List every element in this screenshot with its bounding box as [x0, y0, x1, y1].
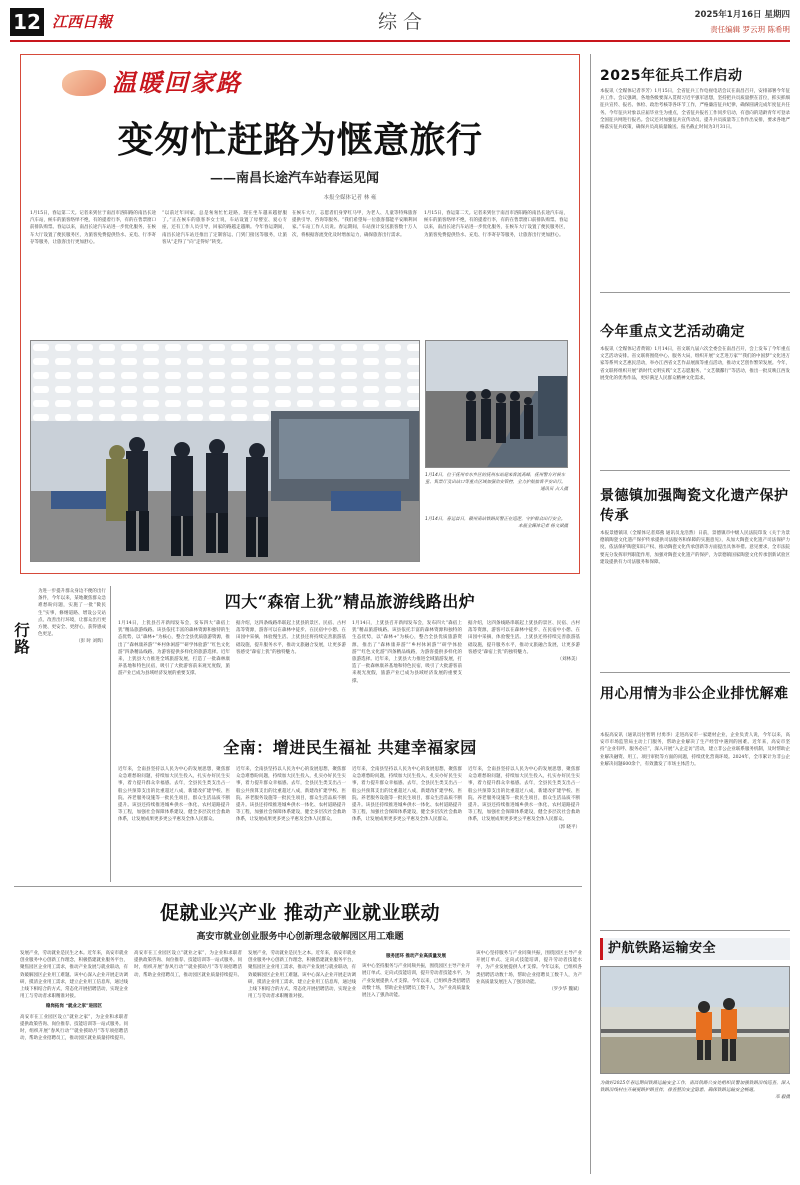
photo1-credit: 通讯员 占人摄 [540, 487, 568, 492]
welfare-story-col4-text: 近年来，全南县坚持以人民为中心的发展思想，聚焦群众急难愁盼问题，持续加大民生投入，扎实办好民生实事，着力提升群众幸福感。去年，全县民生类支出占一般公共预算支出的比重超过八成，新建改扩建学校、医院、养老服务设施等一批民生项目，群众生活品质不断提升。该县还持续推进城乡供水一体化、农村道路提升等工程，加强社会保障体系建设，健全多层次社会救助体系，让发展成果更多更公平惠及全体人民群众。 [468, 767, 580, 823]
paper-name: 江西日報 [52, 13, 113, 31]
left-feature-body [38, 588, 106, 880]
right-rule-4 [600, 930, 790, 931]
right-story-4-title: 用心用情为非公企业排忧解难 [600, 686, 789, 702]
issue-date: 2025年1月16日 星期四 [694, 10, 790, 20]
lead-body-col1: 1月15日，春运第二天。记者来到位于南昌市洛阳路的南昌长途汽车站，候车的旅客络绎不绝，有的提着行李，有的在售票窗口前排队购票。春运以来，南昌长途汽车站进一步优化服务，在候车大厅设置了便民服务区，为旅客免费提供热水、充电、行李寄存等服务，让旅客出行更加舒心。 [30, 211, 156, 245]
photo-platform-patrol [425, 340, 568, 468]
photo-railway-guard [600, 966, 790, 1074]
forest-story-credit: （刘林美） [557, 657, 580, 663]
right-rule-3 [600, 672, 790, 673]
page-number: 12 [10, 8, 44, 36]
forest-story-col4 [468, 620, 580, 730]
railway-caption-text: 为做好2025年春运期间铁路运输安全工作，南昌铁路公安处组织民警加强铁路沿线巡查，深入铁路沿线村庄开展爱路护路宣传，排查整治安全隐患，确保铁路运输安全畅通。 [600, 1081, 790, 1094]
editor-line: 责任编辑 罗云玥 陈希明 [710, 25, 790, 34]
right-story-5-caption [600, 1080, 790, 1176]
right-story-2-title: 今年重点文艺活动确定 [600, 324, 745, 340]
welfare-story-col1: 近年来，全南县坚持以人民为中心的发展思想，聚焦群众急难愁盼问题，持续加大民生投入，扎实办好民生实事，着力提升群众幸福感。去年，全县民生类支出占一般公共预算支出的比重超过八成，新建改扩建学校、医院、养老服务设施等一批民生项目，群众生活品质不断提升。该县还持续推进城乡供水一体化、农村道路提升等工程，加强社会保障体系建设，健全多层次社会救助体系，让发展成果更多更公平惠及全体人民群众。 [118, 767, 230, 823]
employment-story-subtitle: 高安市就业创业服务中心创新理念破解园区用工难题 [196, 932, 404, 942]
right-col-divider [590, 54, 591, 1174]
lead-headline: 变匆忙赶路为惬意旅行 [117, 119, 483, 161]
employment-subhead-1: 稳岗拓岗 “就业之家”进园区 [45, 1004, 103, 1010]
lead-subhead: ——南昌长途汽车站春运见闻 [210, 171, 380, 186]
right-rule-1 [600, 292, 790, 293]
photo-station-patrol [30, 340, 420, 562]
photo2-caption [425, 516, 568, 530]
lead-body-col3: 在候车大厅，志愿者们身穿红马甲，为老人、儿童等特殊旅客提供引导、咨询等服务。“我们希望每一位旅客都能平安顺利回家。”车站工作人员说。春运期间，车站预计发送旅客数十万人次，将根据客流变化及时增加运力，确保旅客出行需求。 [292, 211, 417, 238]
lead-body-col4: 1月15日，春运第二天。记者来到位于南昌市洛阳路的南昌长途汽车站，候车的旅客络绎不绝，有的提着行李，有的在售票窗口前排队购票。春运以来，南昌长途汽车站进一步优化服务，在候车大厅设置了便民服务区，为旅客免费提供热水、充电、行李寄存等服务，让旅客出行更加舒心。 [424, 211, 568, 238]
lead-byline: 本报全媒体记者 林 雍 [323, 195, 377, 201]
right-rule-2 [600, 470, 790, 471]
forest-story-col2: 据介绍，这四条线路串联起上犹县的景区、民宿、古村落等资源，游客可以在森林中徒步、在民宿中小憩、在田园中采摘，体验慢生活。上犹县还将持续完善旅游基础设施，提升服务水平，推动文旅融合发展，让更多游客感受“森宿上犹”的独特魅力。 [236, 621, 346, 655]
left-feature-title-text: 行路 [12, 622, 31, 655]
employment-col3: 发展产业，劳动就业是民生之本。近年来，高安市就业创业服务中心创新工作理念，积极搭建就业服务平台，聚焦园区企业用工需求，推动产业发展与就业联动，有效破解园区企业用工难题。该中心深入企业开展走访调研，摸清企业用工需求，建立企业用工信息库，通过线上线下相结合的方式，常态化开展招聘活动，实现企业用工与劳动者求职精准对接。 [248, 951, 356, 1000]
employment-col1 [20, 950, 128, 1174]
column-tag [62, 64, 277, 102]
photo1-caption [425, 472, 568, 493]
employment-subhead-2: 服务团环 推动产业高质量发展 [385, 954, 447, 959]
welfare-story-col2: 近年来，全南县坚持以人民为中心的发展思想，聚焦群众急难愁盼问题，持续加大民生投入，扎实办好民生实事，着力提升群众幸福感。去年，全县民生类支出占一般公共预算支出的比重超过八成，新建改扩建学校、医院、养老服务设施等一批民生项目，群众生活品质不断提升。该县还持续推进城乡供水一体化、农村道路提升等工程，加强社会保障体系建设，健全多层次社会救助体系，让发展成果更多更公平惠及全体人民群众。 [236, 767, 346, 823]
right-story-4-body: 本报高安讯（通讯员付智明 付勇李）走进高安市一家建材企业，企业负责人说，今年以来，高安市市场监管局主动上门服务，帮助企业解决了生产经营中遇到的困难。近年来，高安市坚持“企业有呼、服务必应”，深入开展“入企走访”活动，建立非公企业联系服务机制，及时帮助企业解决融资、用工、项目审批等方面的问题，持续优化营商环境。2024年，全市累计为非公企业解决问题600余个，有效激发了市场主体活力。 [600, 733, 790, 767]
forest-story-col1: 1月14日，上犹县召开新闻发布会，发布四大“森宿上犹”精品旅游线路。该县依托丰富的森林资源和独特的生态优势，以“森林+”为核心，整合全县优质旅游资源，推出了“森林康养游”“乡村休闲游”“研学体验游”“红色文化游”四条精品线路，为游客提供多样化的旅游选择。近年来，上犹县大力推进全域旅游发展，打造了一批森林康养基地和特色民宿，吸引了大批游客前来观光度假，旅游产业已成为县域经济发展的重要支撑。 [118, 621, 230, 677]
photo2-credit: 本报全媒体记者 杨文斌摄 [518, 524, 568, 529]
employment-col1-text2: 高安市在工业园区设立“就业之家”，为企业和求职者提供政策咨询、岗位推荐、技能培训等一站式服务。同时，组织开展“春风行动”“就业援助月”等专项招聘活动，帮助企业招聘员工，推动园区就业质量持续提升。 [20, 1014, 128, 1042]
lead-body-col2: “以前过年回家，总是匆匆忙忙赶路，现在坐车越来越舒服了。”正在候车的旅客李女士说，车站设置了母婴室、爱心专座，还有工作人员引导，回家的路越走越顺。今年春运期间，南昌长途汽车站还推出了定制客运、门到门接送等服务，让旅客从“走得了”向“走得好”转变。 [162, 211, 287, 245]
welfare-story-title: 全南：增进民生福祉 共建幸福家园 [223, 738, 477, 757]
forest-story-col4-text: 据介绍，这四条线路串联起上犹县的景区、民宿、古村落等资源，游客可以在森林中徒步、在民宿中小憩、在田园中采摘，体验慢生活。上犹县还将持续完善旅游基础设施，提升服务水平，推动文旅融合发展，让更多游客感受“森宿上犹”的独特魅力。 [468, 621, 580, 655]
employment-col5-text: 该中心坚持服务与产业同频共振，围绕园区主导产业开展订单式、定向式技能培训，提升劳动者技能水平，为产业发展提供人才支撑。今年以来，已组织各类招聘活动数十场，帮助企业招聘员工数千人，为产业高质量发展注入了强劲动能。 [476, 951, 582, 985]
section-name: 综 合 [377, 11, 423, 33]
platform-photo-illustration [426, 341, 568, 468]
employment-col4-text: 该中心坚持服务与产业同频共振，围绕园区主导产业开展订单式、定向式技能培训，提升劳动者技能水平，为产业发展提供人才支撑。今年以来，已组织各类招聘活动数十场，帮助企业招聘员工数千人，为产业高质量发展注入了强劲动能。 [362, 964, 470, 999]
right-story-3-title: 景德镇加强陶瓷文化遗产保护传承 [600, 488, 789, 524]
tag-ornament-icon [62, 70, 106, 96]
employment-story-title: 促就业兴产业 推动产业就业联动 [159, 902, 441, 924]
right-story-3-body: 本报景德镇讯（全媒体记者郑燕 通讯员龙浩然）日前，景德镇市中级人民法院印发《关于为景德镇陶瓷文化遗产保护传承提供司法服务和保障的实施意见》，从加大陶瓷文化遗产司法保护力度、依法保护陶瓷知识产权、推动陶瓷文化传承创新等方面提出具体举措。意见要求，全市法院要充分发挥审判职能作用，加强对陶瓷文化遗产的保护，为景德镇国家陶瓷文化传承创新试验区建设提供有力司法服务和保障。 [600, 531, 790, 565]
right-story-1-body: 本报讯（全媒体记者李芳）1月15日，全省征兵工作电视电话会议在南昌召开，安排部署今年征兵工作。会议强调，各地各级要深入贯彻习近平强军思想，坚持把兵员质量摆在首位，抓实抓细征兵宣传、报名、体检、政治考核等各环节工作，严格廉洁征兵纪律，确保圆满完成年度征兵任务。今年征兵对象以应届毕业生为重点，全省征兵报名工作同步启动，有意向的适龄青年可登录全国征兵网进行报名。会议还对加强征兵宣传动员、提升兵员质量等工作作出安排，要求各地严格落实征兵政策，确保兵员高质量输送。报名截止时间为3月31日。 [600, 89, 790, 131]
photo2-caption-text: 1月14日，春运首日，赣州南站铁路民警正在巡逻，守护群众出行安全。 [425, 517, 566, 522]
employment-col1-text: 发展产业，劳动就业是民生之本。近年来，高安市就业创业服务中心创新工作理念，积极搭建就业服务平台，聚焦园区企业用工需求，推动产业发展与就业联动，有效破解园区企业用工难题。该中心深入企业开展走访调研，摸清企业用工需求，建立企业用工信息库，通过线上线下相结合的方式，常态化开展招聘活动，实现企业用工与劳动者求职精准对接。 [20, 951, 128, 1000]
masthead-rule [10, 40, 790, 42]
station-photo-illustration [31, 341, 420, 562]
welfare-story-col4 [468, 766, 580, 880]
welfare-story-credit: （郭 晓平） [556, 824, 580, 830]
welfare-story-col3: 近年来，全南县坚持以人民为中心的发展思想，聚焦群众急难愁盼问题，持续加大民生投入，扎实办好民生实事，着力提升群众幸福感。去年，全县民生类支出占一般公共预算支出的比重超过八成，新建改扩建学校、医院、养老服务设施等一批民生项目，群众生活品质不断提升。该县还持续推进城乡供水一体化、农村道路提升等工程，加强社会保障体系建设，健全多层次社会救助体系，让发展成果更多更公平惠及全体人民群众。 [352, 767, 462, 823]
employment-top-rule [14, 886, 582, 887]
left-feature-divider [110, 586, 111, 882]
right-story-1-title: 2025年征兵工作启动 [600, 68, 743, 84]
employment-col4 [362, 950, 470, 1174]
left-feature-title [10, 622, 34, 832]
column-tag-text: 温暖回家路 [112, 68, 242, 97]
left-feature-body-text: 为进一步提升群众身边不便的出行条件，今年以来，某地聚焦群众急难愁盼问题，实施了一批“微民生”实事，修缮道路、增设公交站点、改善出行环境，让群众出行更方便、更安全、更舒心，获得感成色更足。 [38, 589, 106, 638]
forest-story-col3: 1月14日，上犹县召开新闻发布会，发布四大“森宿上犹”精品旅游线路。该县依托丰富的森林资源和独特的生态优势，以“森林+”为核心，整合全县优质旅游资源，推出了“森林康养游”“乡村休闲游”“研学体验游”“红色文化游”四条精品线路，为游客提供多样化的旅游选择。近年来，上犹县大力推进全域旅游发展，打造了一批森林康养基地和特色民宿，吸引了大批游客前来观光度假，旅游产业已成为县域经济发展的重要支撑。 [352, 621, 462, 684]
masthead [10, 8, 790, 40]
photo1-caption-text: 1月14日，位于抚州市东乡区的抚州东站迎来客流高峰，抚州警方对候车室、售票厅及出站口等重点区域加强治安管控，全力护航旅客平安出行。 [425, 473, 566, 485]
railway-photo-illustration [601, 967, 790, 1074]
employment-col2: 高安市在工业园区设立“就业之家”，为企业和求职者提供政策咨询、岗位推荐、技能培训等一站式服务。同时，组织开展“春风行动”“就业援助月”等专项招聘活动，帮助企业招聘员工，推动园区就业质量持续提升。 [134, 951, 242, 978]
right-story-5-title: 护航铁路运输安全 [608, 941, 717, 956]
left-feature-credit: （彭 时 刘辉） [76, 639, 106, 645]
railway-credit: 邓 毅摄 [775, 1095, 790, 1101]
forest-story-title: 四大“森宿上犹”精品旅游线路出炉 [224, 592, 476, 611]
employment-col5 [476, 950, 582, 1174]
employment-credit: （罗少华 魏斌） [549, 987, 582, 993]
right-story-2-body: 本报讯（全媒体记者黄锦）1月14日，省文联九届六次全委会在南昌召开，会上发布了今年重点文艺活动安排。省文联将围绕中心、服务大局，组织开展“文艺进万家”“我们的中国梦”文化进万家等系列文艺惠民活动，举办江西省文艺作品展演等重点活动，推动文艺创作繁荣发展。今年，省文联将组织开展“新时代文明实践”文艺志愿服务、“文艺赣鄱行”等活动，推出一批反映江西发展变化的优秀作品，更好满足人民群众精神文化需求。 [600, 347, 790, 381]
